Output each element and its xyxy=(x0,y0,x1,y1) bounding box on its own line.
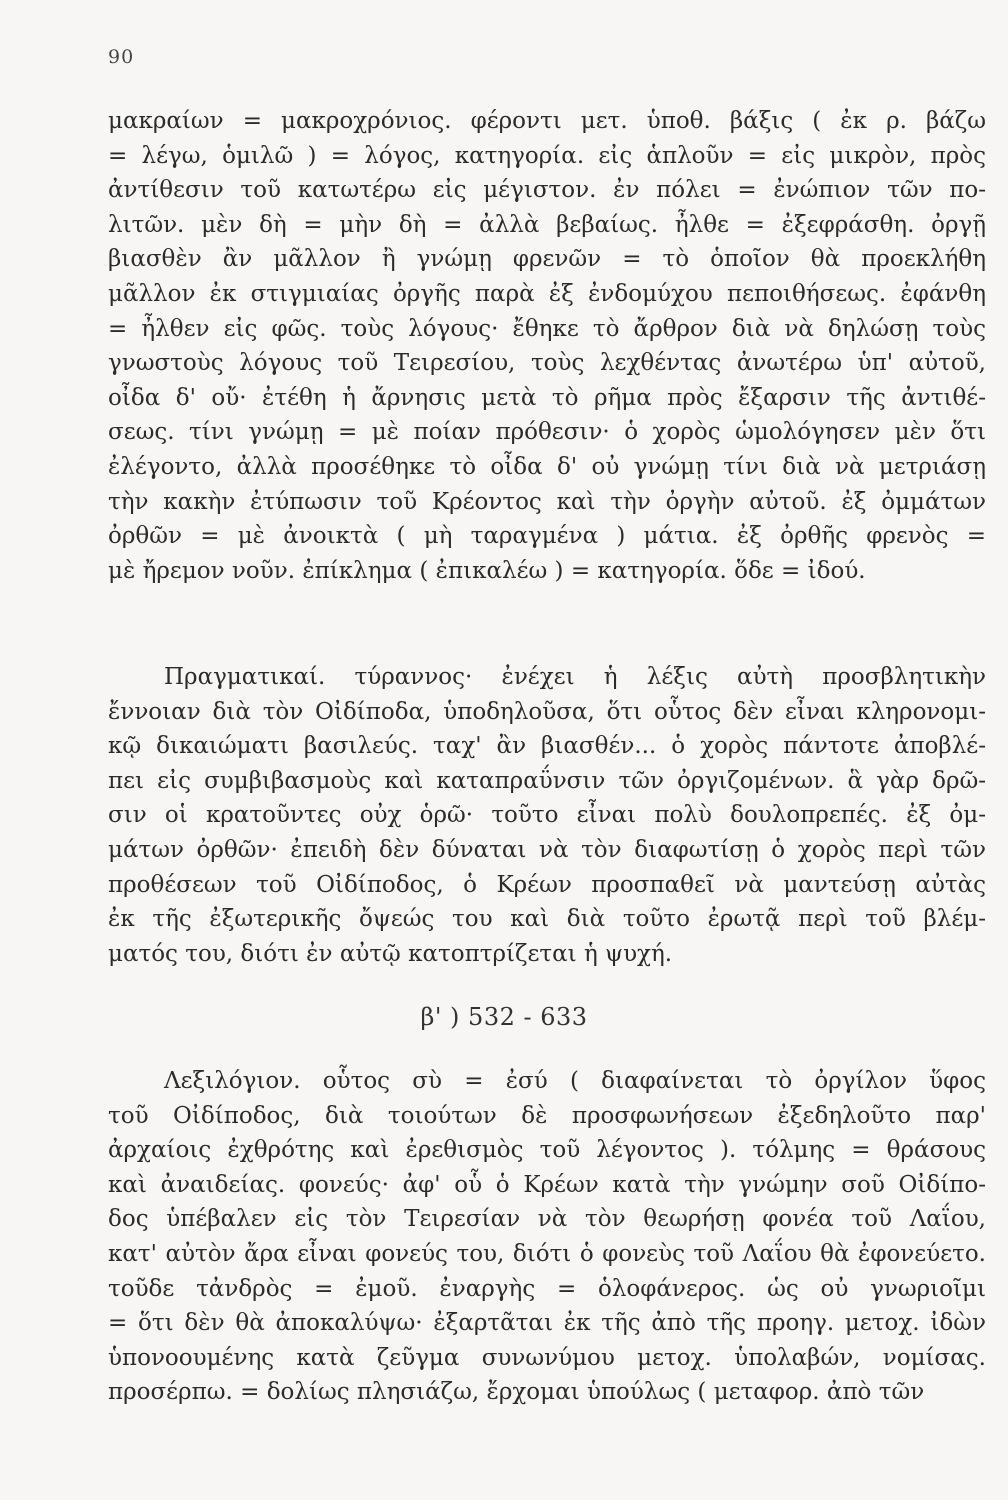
factual-notes-block xyxy=(108,660,986,971)
text-line: ἀρχαίοις ἐχθρότης καὶ ἐρεθισμὸς τοῦ λέγοντος ). τόλμης = θράσους xyxy=(108,1137,986,1164)
text-line: τοῦδε τἀνδρὸς = ἐμοῦ. ἐναργὴς = ὁλοφάνερος. ὡς οὐ γνωριοῖμι xyxy=(108,1275,986,1302)
text-line: Πραγματικαί. τύραννος· ἐνέχει ἡ λέξις αὐτὴ προσβλητικὴν xyxy=(164,664,986,690)
glossary-block xyxy=(108,1064,986,1410)
text-line: μᾶλλον ἐκ στιγμιαίας ὀργῆς παρὰ ἐξ ἐνδομύχου πεποιθήσεως. ἐφάνθη xyxy=(108,280,986,307)
text-line: προσέρπω. = δολίως πλησιάζω, ἔρχομαι ὑπούλως ( μεταφορ. ἀπὸ τῶν xyxy=(108,1379,925,1406)
text-line: ἀντίθεσιν τοῦ κατωτέρω εἰς μέγιστον. ἐν πόλει = ἐνώπιον τῶν πο- xyxy=(108,177,986,204)
text-line: ἔννοιαν διὰ τὸν Οἰδίποδα, ὑποδηλοῦσα, ὅτι οὗτος δὲν εἶναι κληρονομι- xyxy=(108,698,986,725)
text-line: πει εἰς συμβιβασμοὺς καὶ καταπραΰνσιν τῶν ὀργιζομένων. ἃ γὰρ δρῶ- xyxy=(108,767,986,794)
text-line: μὲ ἤρεμον νοῦν. ἐπίκλημα ( ἐπικαλέω ) = κατηγορία. ὅδε = ἰδού. xyxy=(108,557,866,584)
text-line: βιασθὲν ἂν μᾶλλον ἢ γνώμῃ φρενῶν = τὸ ὁποῖον θὰ προεκλήθη xyxy=(108,246,986,273)
text-line: Λεξιλόγιον. οὗτος σὺ = ἐσύ ( διαφαίνεται τὸ ὀργίλον ὕφος xyxy=(164,1068,986,1094)
text-line: = λέγω, ὁμιλῶ ) = λόγος, κατηγορία. εἰς ἁπλοῦν = εἰς μικρὸν, πρὸς xyxy=(108,142,986,169)
text-line: σεως. τίνι γνώμῃ = μὲ ποίαν πρόθεσιν· ὁ χορὸς ὡμολόγησεν μὲν ὅτι xyxy=(108,419,986,446)
text-line: ἐκ τῆς ἐξωτερικῆς ὄψεώς του καὶ διὰ τοῦτο ἐρωτᾷ περὶ τοῦ βλέμ- xyxy=(108,906,986,933)
text-line: ὀρθῶν = μὲ ἀνοικτὰ ( μὴ ταραγμένα ) μάτια. ἐξ ὀρθῆς φρενὸς = xyxy=(108,523,986,550)
text-line: μάτων ὀρθῶν· ἐπειδὴ δὲν δύναται νὰ τὸν διαφωτίσῃ ὁ χορὸς περὶ τῶν xyxy=(108,836,986,863)
text-line: καὶ ἀναιδείας. φονεύς· ἀφ' οὗ ὁ Κρέων κατὰ τὴν γνώμην σοῦ Οἰδίπο- xyxy=(108,1171,986,1198)
section-heading: β' ) 532 - 633 xyxy=(420,1003,588,1031)
text-line: μακραίων = μακροχρόνιος. φέροντι μετ. ὑποθ. βάξις ( ἐκ ρ. βάζω xyxy=(108,108,986,134)
text-line: τὴν κακὴν ἐτύπωσιν τοῦ Κρέοντος καὶ τὴν ὀργὴν αὐτοῦ. ἐξ ὀμμάτων xyxy=(108,488,986,515)
text-line: δος ὑπέβαλεν εἰς τὸν Τειρεσίαν νὰ τὸν θεωρήσῃ φονέα τοῦ Λαΐου, xyxy=(108,1206,986,1233)
text-line: κῷ δικαιώματι βασιλεύς. ταχ' ἂν βιασθέν... ὁ χορὸς πάντοτε ἀποβλέ- xyxy=(108,733,986,760)
text-line: σιν οἱ κρατοῦντες οὐχ ὁρῶ· τοῦτο εἶναι πολὺ δουλοπρεπές. ἐξ ὀμ- xyxy=(108,802,986,829)
text-line: οἶδα δ' οὔ· ἐτέθη ἡ ἄρνησις μετὰ τὸ ρῆμα πρὸς ἔξαρσιν τῆς ἀντιθέ- xyxy=(108,384,986,411)
text-line: λιτῶν. μὲν δὴ = μὴν δὴ = ἀλλὰ βεβαίως. ἦλθε = ἐξεφράσθη. ὀργῇ xyxy=(108,211,986,238)
text-line: τοῦ Οἰδίποδος, διὰ τοιούτων δὲ προσφωνήσεων ἐξεδηλοῦτο παρ' xyxy=(108,1102,986,1129)
page-number: 90 xyxy=(108,46,135,68)
vocabulary-commentary-block xyxy=(108,104,986,588)
text-line: προθέσεων τοῦ Οἰδίποδος, ὁ Κρέων προσπαθεῖ νὰ μαντεύσῃ αὐτὰς xyxy=(108,871,986,898)
text-line: ὑπονοουμένης κατὰ ζεῦγμα συνωνύμου μετοχ. ὑπολαβών, νομίσας. xyxy=(108,1344,986,1371)
text-line: γνωστοὺς λόγους τοῦ Τειρεσίου, τοὺς λεχθέντας ἀνωτέρω ὑπ' αὐτοῦ, xyxy=(108,350,986,377)
text-line: = ὅτι δὲν θὰ ἀποκαλύψω· ἐξαρτᾶται ἐκ τῆς ἀπὸ τῆς προηγ. μετοχ. ἰδὼν xyxy=(108,1310,986,1337)
text-line: ματός του, διότι ἐν αὐτῷ κατοπτρίζεται ἡ ψυχή. xyxy=(108,940,673,967)
text-line: ἐλέγοντο, ἀλλὰ προσέθηκε τὸ οἶδα δ' οὐ γνώμῃ τίνι διὰ νὰ μετριάσῃ xyxy=(108,453,986,480)
text-line: κατ' αὐτὸν ἄρα εἶναι φονεύς του, διότι ὁ φονεὺς τοῦ Λαΐου θὰ ἐφονεύετο. xyxy=(108,1240,986,1267)
text-line: = ἦλθεν εἰς φῶς. τοὺς λόγους· ἔθηκε τὸ ἄρθρον διὰ νὰ δηλώσῃ τοὺς xyxy=(108,315,986,342)
